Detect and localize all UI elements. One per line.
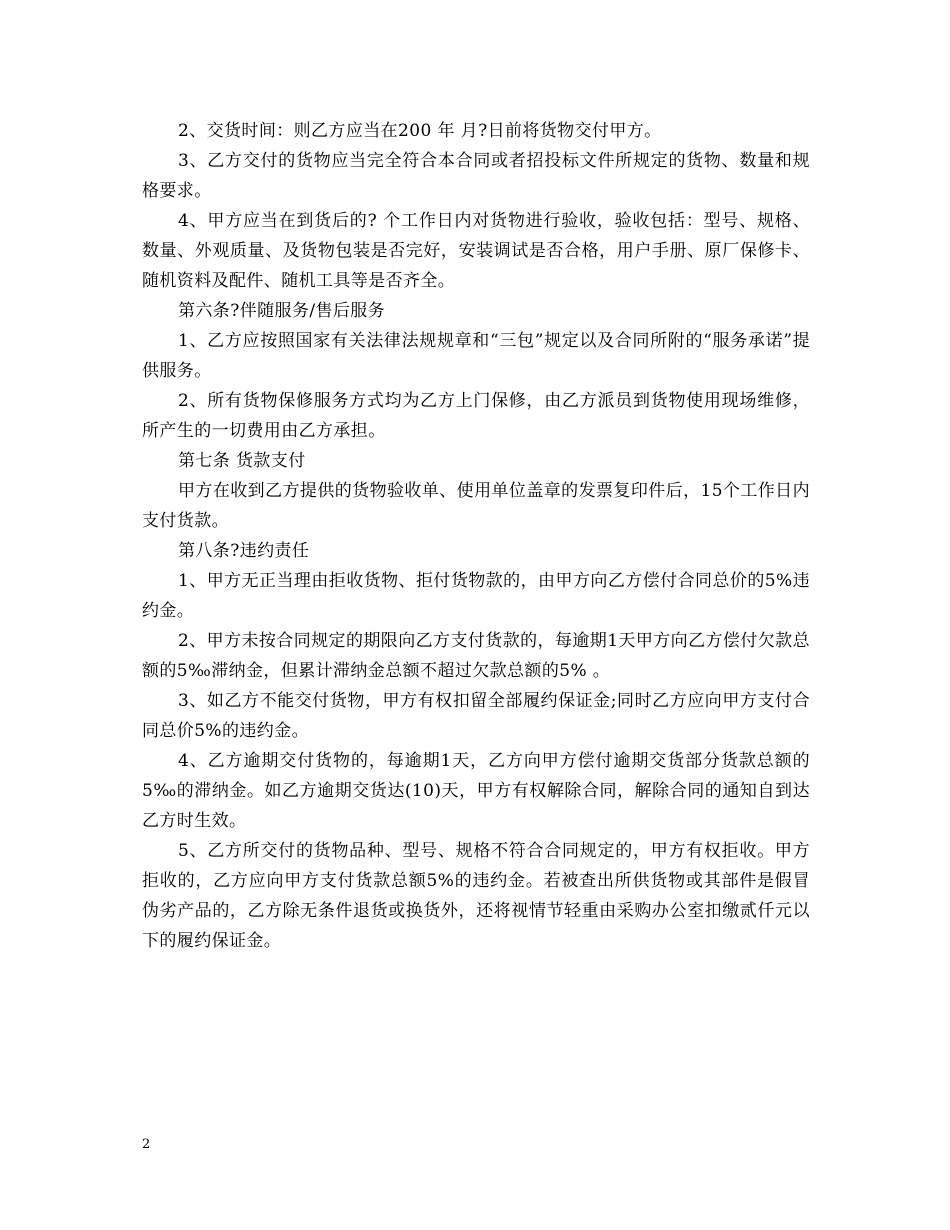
section-heading-article-7: 第七条 货款支付 [178, 451, 306, 471]
paragraph-late-delivery-penalty: 4、乙方逾期交付货物的，每逾期1天，乙方向甲方偿付逾期交货部分货款总额的5‰的滞纳金。如乙方逾期交货达(10)天，甲方有权解除合同，解除合同的通知自到达乙方时生效。 [142, 751, 810, 831]
page-number: 2 [142, 1137, 151, 1152]
section-heading-article-6: 第六条?伴随服务/售后服务 [178, 301, 386, 321]
paragraph-refusal-penalty: 1、甲方无正当理由拒收货物、拒付货物款的，由甲方向乙方偿付合同总价的5%违约金。 [142, 571, 810, 621]
paragraph-payment: 甲方在收到乙方提供的货物验收单、使用单位盖章的发票复印件后，15个工作日内支付货款。 [142, 481, 810, 531]
paragraph-goods-conformity: 3、乙方交付的货物应当完全符合本合同或者招投标文件所规定的货物、数量和规格要求。 [142, 151, 810, 201]
paragraph-nonconforming-goods-penalty: 5、乙方所交付的货物品种、型号、规格不符合合同规定的，甲方有权拒收。甲方拒收的，乙方应向甲方支付货款总额5%的违约金。若被查出所供货物或其部件是假冒伪劣产品的，乙方除无条件退货或换货外，还将视情节轻重由采购办公室扣缴贰仟元以下的履约保证金。 [142, 841, 810, 951]
paragraph-inspection: 4、甲方应当在到货后的? 个工作日内对货物进行验收，验收包括：型号、规格、数量、外观质量、及货物包装是否完好，安装调试是否合格，用户手册、原厂保修卡、随机资料及配件、随机工具等是否齐全。 [142, 211, 810, 291]
paragraph-delivery-time: 2、交货时间：则乙方应当在200 年 月?日前将货物交付甲方。 [178, 121, 662, 141]
paragraph-non-delivery-penalty: 3、如乙方不能交付货物，甲方有权扣留全部履约保证金;同时乙方应向甲方支付合同总价5%的违约金。 [142, 691, 810, 741]
paragraph-service-commitment: 1、乙方应按照国家有关法律法规规章和“三包”规定以及合同所附的“服务承诺”提供服务。 [142, 331, 810, 381]
paragraph-warranty-service: 2、所有货物保修服务方式均为乙方上门保修，由乙方派员到货物使用现场维修，所产生的一切费用由乙方承担。 [142, 391, 810, 441]
section-heading-article-8: 第八条?违约责任 [178, 541, 310, 561]
document-body [142, 116, 810, 956]
paragraph-late-payment-penalty: 2、甲方未按合同规定的期限向乙方支付货款的，每逾期1天甲方向乙方偿付欠款总额的5‰滞纳金，但累计滞纳金总额不超过欠款总额的5% 。 [142, 631, 810, 681]
